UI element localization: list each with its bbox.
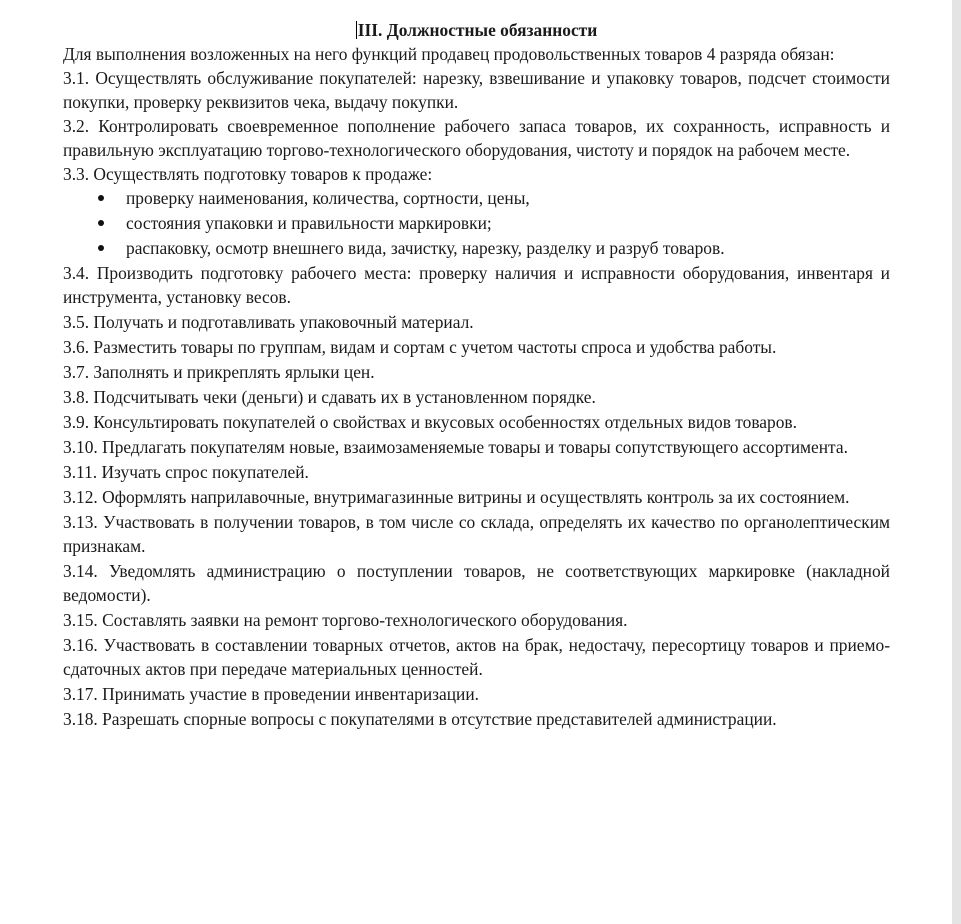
duty-item-3-3: 3.3. Осуществлять подготовку товаров к продаже:: [63, 164, 433, 184]
duty-item-3-5: 3.5. Получать и подготавливать упаковочный материал.: [63, 312, 474, 332]
duty-item-3-17: 3.17. Принимать участие в проведении инвентаризации.: [63, 684, 480, 704]
duty-item-3-2: 3.2. Контролировать своевременное пополнение рабочего запаса товаров, их сохранность, исправность и правильную эксплуатацию торгово-технологического оборудования, чистоту и порядок на рабочем месте.: [63, 116, 890, 160]
text-cursor: [356, 21, 357, 39]
duty-item-3-9: 3.9. Консультировать покупателей о свойствах и вкусовых особенностях отдельных видов товаров.: [63, 412, 797, 432]
duty-item-3-8: 3.8. Подсчитывать чеки (деньги) и сдавать их в установленном порядке.: [63, 387, 596, 407]
duty-item-3-11: 3.11. Изучать спрос покупателей.: [63, 462, 309, 482]
duty-item-3-6: 3.6. Разместить товары по группам, видам и сортам с учетом частоты спроса и удобства работы.: [63, 337, 777, 357]
bullet-icon: [98, 245, 104, 251]
list-item: [63, 186, 890, 211]
duty-item-3-15: 3.15. Составлять заявки на ремонт торгово-технологического оборудования.: [63, 610, 628, 630]
duty-item-3-7: 3.7. Заполнять и прикреплять ярлыки цен.: [63, 362, 375, 382]
duty-item-3-18: 3.18. Разрешать спорные вопросы с покупателями в отсутствие представителей администрации.: [63, 709, 777, 729]
duty-item-3-12: 3.12. Оформлять наприлавочные, внутримагазинные витрины и осуществлять контроль за их состоянием.: [63, 487, 850, 507]
bullet-icon: [98, 195, 104, 201]
section-title: [63, 18, 890, 42]
document-page: [63, 18, 890, 731]
bullet-icon: [98, 220, 104, 226]
bullet-text: проверку наименования, количества, сортности, цены,: [126, 188, 530, 208]
duty-item-3-10: 3.10. Предлагать покупателям новые, взаимозаменяемые товары и товары сопутствующего ассортимента.: [63, 437, 848, 457]
duty-item-3-13: 3.13. Участвовать в получении товаров, в том числе со склада, определять их качество по органолептическим признакам.: [63, 512, 890, 556]
bullet-text: распаковку, осмотр внешнего вида, зачистку, нарезку, разделку и разруб товаров.: [126, 238, 725, 258]
list-item: [63, 211, 890, 236]
section-title-text: III. Должностные обязанности: [357, 20, 598, 40]
list-item: [63, 236, 890, 261]
bullet-text: состояния упаковки и правильности маркировки;: [126, 213, 492, 233]
duty-item-3-14: 3.14. Уведомлять администрацию о поступлении товаров, не соответствующих маркировке (накладной ведомости).: [63, 561, 890, 605]
duty-item-3-1: 3.1. Осуществлять обслуживание покупателей: нарезку, взвешивание и упаковку товаров, подсчет стоимости покупки, проверку реквизитов чека, выдачу покупки.: [63, 68, 890, 112]
duty-item-3-4: 3.4. Производить подготовку рабочего места: проверку наличия и исправности оборудования, инвентаря и инструмента, установку весов.: [63, 263, 890, 307]
preparation-bullet-list: [63, 186, 890, 261]
duty-item-3-16: 3.16. Участвовать в составлении товарных отчетов, актов на брак, недостачу, пересортицу товаров и приемо-сдаточных актов при передаче материальных ценностей.: [63, 635, 890, 679]
intro-paragraph: Для выполнения возложенных на него функций продавец продовольственных товаров 4 разряда обязан:: [63, 44, 835, 64]
page-edge-shadow: [952, 0, 961, 924]
